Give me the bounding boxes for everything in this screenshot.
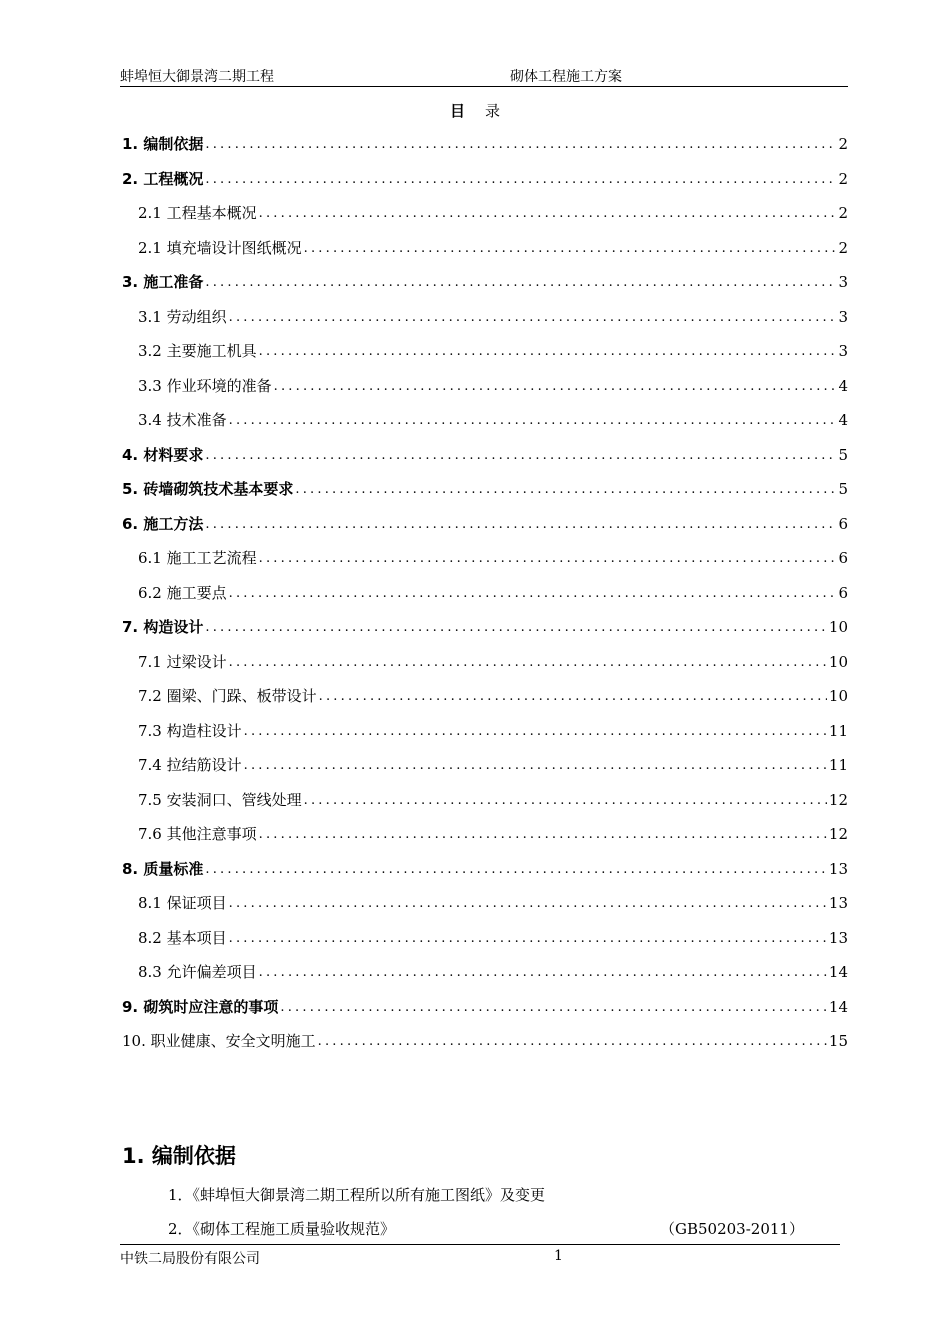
toc-leader-dots — [205, 274, 836, 292]
toc-leader-dots — [259, 826, 827, 844]
toc-entry-label: 2.1 填充墙设计图纸概况 — [138, 238, 302, 257]
toc-leader-dots — [274, 378, 836, 396]
toc-entry[interactable] — [138, 234, 848, 258]
toc-entry-label: 6.2 施工要点 — [138, 583, 227, 602]
toc-entry[interactable] — [122, 993, 848, 1017]
toc-entry[interactable] — [138, 889, 848, 913]
toc-leader-dots — [229, 930, 827, 948]
toc-leader-dots — [229, 654, 827, 672]
toc-entry[interactable] — [138, 337, 848, 361]
toc-entry-label: 3.1 劳动组织 — [138, 307, 227, 326]
toc-entry-label: 7.4 拉结筋设计 — [138, 756, 242, 774]
toc-leader-dots — [205, 516, 836, 534]
toc-entry-page-number: 2 — [838, 169, 848, 188]
toc-entry-page-number: 5 — [838, 445, 848, 464]
toc-leader-dots — [229, 585, 836, 603]
toc-entry[interactable] — [122, 510, 848, 534]
toc-entry-page-number: 3 — [838, 273, 848, 291]
header-divider — [120, 86, 848, 87]
toc-entry-page-number: 2 — [838, 204, 848, 222]
toc-entry-label: 5. 砖墙砌筑技术基本要求 — [122, 480, 294, 498]
toc-entry-page-number: 14 — [828, 997, 848, 1016]
toc-entry-label: 8. 质量标准 — [122, 859, 204, 878]
toc-entry-page-number: 12 — [828, 790, 848, 809]
toc-entry[interactable] — [122, 130, 848, 154]
toc-entry[interactable] — [122, 855, 848, 879]
toc-entry-label: 2.1 工程基本概况 — [138, 204, 257, 222]
toc-entry-label: 8.2 基本项目 — [138, 928, 227, 947]
toc-entry-label: 8.3 允许偏差项目 — [138, 963, 257, 981]
toc-entry-label: 6. 施工方法 — [122, 514, 204, 533]
toc-entry-page-number: 11 — [828, 721, 848, 740]
page-header — [120, 66, 848, 88]
toc-entry-label: 7.1 过梁设计 — [138, 652, 227, 671]
toc-entry-label: 3.3 作业环境的准备 — [138, 376, 272, 395]
toc-entry[interactable] — [122, 441, 848, 465]
toc-leader-dots — [304, 792, 827, 810]
toc-leader-dots — [205, 136, 836, 154]
toc-entry[interactable] — [138, 786, 848, 810]
toc-entry-label: 3.4 技术准备 — [138, 411, 227, 429]
toc-entry-page-number: 10 — [828, 687, 848, 705]
reference-item-2 — [168, 1218, 804, 1239]
toc-leader-dots — [205, 619, 827, 637]
toc-entry-page-number: 13 — [828, 859, 848, 878]
toc-leader-dots — [229, 895, 827, 913]
toc-title — [0, 100, 950, 121]
toc-entry[interactable] — [122, 475, 848, 499]
toc-entry-label: 1. 编制依据 — [122, 135, 204, 153]
toc-entry[interactable] — [122, 268, 848, 292]
toc-leader-dots — [259, 550, 836, 568]
toc-leader-dots — [244, 757, 827, 775]
toc-entry[interactable] — [138, 648, 848, 672]
footer-divider — [120, 1244, 840, 1245]
toc-entry-page-number: 2 — [838, 238, 848, 257]
toc-entry-label: 4. 材料要求 — [122, 445, 204, 464]
toc-entry-page-number: 3 — [838, 342, 848, 360]
reference-item-2-title: 2．《砌体工程施工质量验收规范》 — [168, 1220, 396, 1238]
toc-entry-page-number: 5 — [838, 480, 848, 498]
toc-leader-dots — [319, 688, 827, 706]
reference-item-1: 1．《蚌埠恒大御景湾二期工程所以所有施工图纸》及变更 — [168, 1186, 546, 1204]
toc-entry[interactable] — [138, 372, 848, 396]
toc-entry-page-number: 12 — [828, 825, 848, 843]
toc-entry-page-number: 10 — [828, 652, 848, 671]
toc-leader-dots — [295, 481, 836, 499]
toc-entry-page-number: 13 — [828, 928, 848, 947]
toc-entry[interactable] — [138, 682, 848, 706]
toc-leader-dots — [259, 343, 836, 361]
toc-entry-page-number: 2 — [838, 135, 848, 153]
toc-entry-page-number: 6 — [838, 583, 848, 602]
toc-entry-label: 7. 构造设计 — [122, 618, 204, 636]
toc-leader-dots — [259, 964, 827, 982]
toc-entry[interactable] — [138, 303, 848, 327]
toc-entry-label: 7.6 其他注意事项 — [138, 825, 257, 843]
toc-entry-label: 6.1 施工工艺流程 — [138, 549, 257, 567]
toc-entry-page-number: 6 — [838, 549, 848, 567]
toc-entry[interactable] — [138, 751, 848, 775]
toc-entry-label: 9. 砌筑时应注意的事项 — [122, 997, 279, 1016]
toc-entry-page-number: 4 — [838, 411, 848, 429]
toc-entry-label: 3. 施工准备 — [122, 273, 204, 291]
toc-leader-dots — [244, 723, 827, 741]
toc-entry[interactable] — [138, 820, 848, 844]
toc-leader-dots — [229, 412, 836, 430]
toc-leader-dots — [205, 171, 836, 189]
toc-entry-page-number: 4 — [838, 376, 848, 395]
toc-entry[interactable] — [122, 613, 848, 637]
toc-entry-page-number: 13 — [828, 894, 848, 912]
toc-entry-label: 7.3 构造柱设计 — [138, 721, 242, 740]
header-document-title: 砌体工程施工方案 — [510, 69, 622, 85]
toc-entry-page-number: 11 — [828, 756, 848, 774]
toc-entry-label: 7.5 安装洞口、管线处理 — [138, 790, 302, 809]
toc-entry-label: 3.2 主要施工机具 — [138, 342, 257, 360]
footer-company: 中铁二局股份有限公司 — [120, 1251, 260, 1267]
toc-entry-label: 2. 工程概况 — [122, 169, 204, 188]
toc-entry[interactable] — [138, 406, 848, 430]
section-heading: 1. 编制依据 — [122, 1144, 236, 1168]
toc-entry-page-number: 6 — [838, 514, 848, 533]
toc-entry[interactable] — [122, 165, 848, 189]
toc-entry-page-number: 3 — [838, 307, 848, 326]
toc-leader-dots — [259, 205, 836, 223]
toc-leader-dots — [280, 999, 827, 1017]
toc-leader-dots — [304, 240, 836, 258]
toc-leader-dots — [229, 309, 836, 327]
toc-entry-page-number: 15 — [828, 1032, 848, 1050]
toc-leader-dots — [205, 447, 836, 465]
toc-entry-page-number: 14 — [828, 963, 848, 981]
footer-page-number: 1 — [554, 1248, 563, 1264]
toc-entry[interactable] — [122, 1027, 848, 1051]
toc-entry-label: 8.1 保证项目 — [138, 894, 227, 912]
toc-entry[interactable] — [138, 199, 848, 223]
toc-entry-label: 10. 职业健康、安全文明施工 — [122, 1032, 316, 1050]
toc-leader-dots — [205, 861, 827, 879]
toc-leader-dots — [318, 1033, 827, 1051]
toc-title-char-1: 目 — [449, 102, 465, 120]
toc-entry[interactable] — [138, 579, 848, 603]
toc-entry-label: 7.2 圈梁、门跺、板带设计 — [138, 687, 317, 705]
reference-item-2-code: （GB50203-2011） — [660, 1220, 804, 1238]
toc-entry[interactable] — [138, 958, 848, 982]
toc-entry-page-number: 10 — [828, 618, 848, 636]
toc-entry[interactable] — [138, 544, 848, 568]
toc-entry[interactable] — [138, 717, 848, 741]
toc-title-char-2: 录 — [485, 102, 501, 120]
toc-entry[interactable] — [138, 924, 848, 948]
header-project-name: 蚌埠恒大御景湾二期工程 — [120, 69, 274, 85]
